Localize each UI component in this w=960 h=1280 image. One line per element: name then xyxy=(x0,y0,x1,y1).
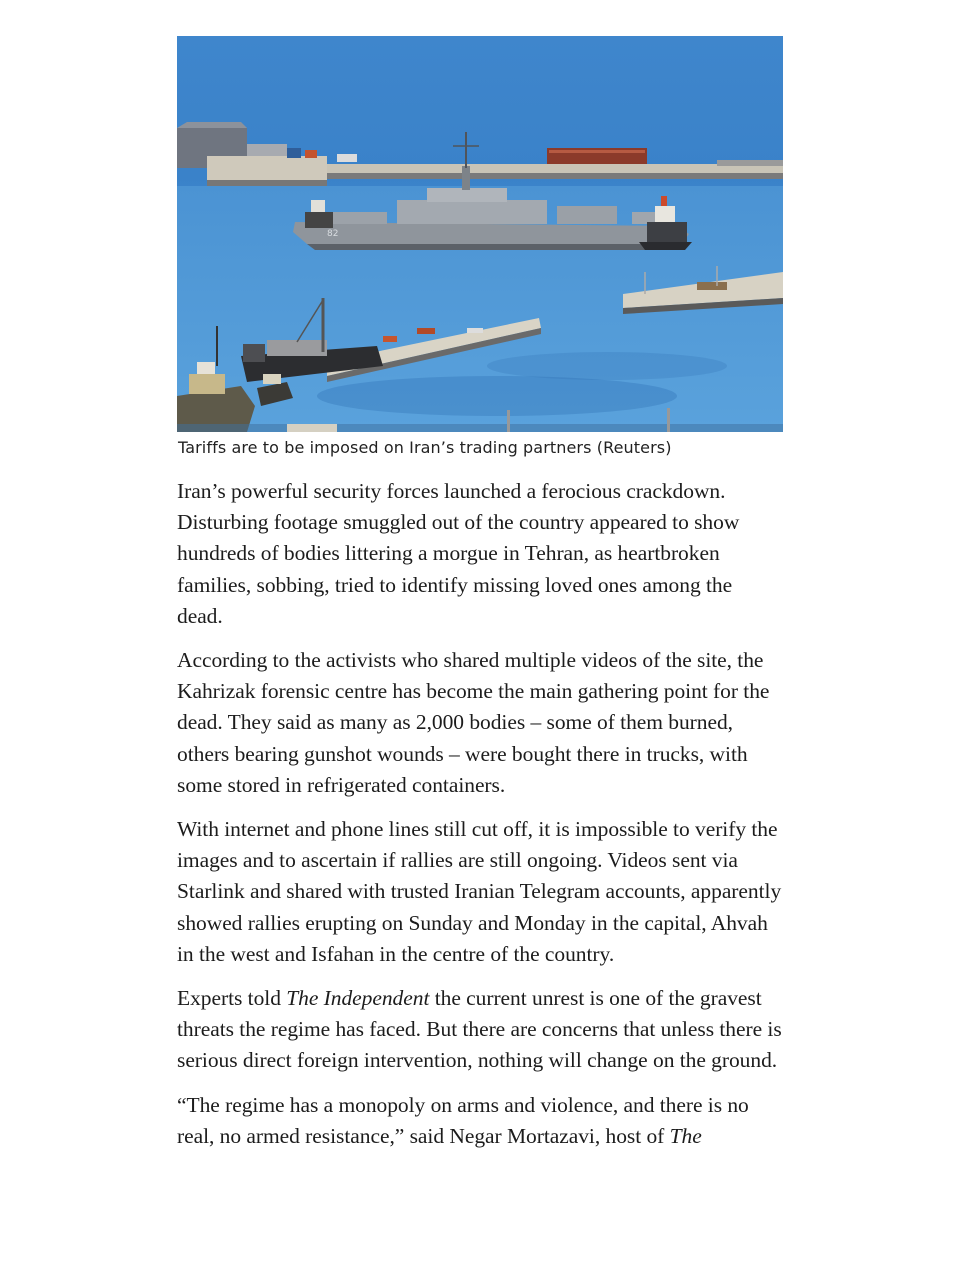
publication-name: The Independent xyxy=(286,986,430,1011)
image-caption: Tariffs are to be imposed on Iran’s trading partners (Reuters) xyxy=(178,438,672,457)
paragraph-4-suffix: the current unrest is one of the gravest threats the regime has faced. But there are concerns that unless there is serious direct foreign intervention, nothing will change on the ground. xyxy=(177,986,782,1073)
article-body xyxy=(177,476,783,1152)
article xyxy=(177,36,783,1165)
paragraph-3: With internet and phone lines still cut off, it is impossible to verify the images and to ascertain if rallies are still ongoing. Videos sent via Starlink and shared with trusted Iranian Telegram accounts, apparently showed rallies erupting on Sunday and Monday in the capital, Ahvah in the west and Isfahan in the centre of the country. xyxy=(177,817,782,966)
paragraph-5 xyxy=(177,1090,783,1152)
paragraph-5-italic: The xyxy=(669,1123,702,1148)
paragraph-4 xyxy=(177,983,783,1077)
article-photo xyxy=(177,36,783,432)
hull-marking: 82 xyxy=(327,229,339,239)
paragraph-2: According to the activists who shared multiple videos of the site, the Kahrizak forensic centre has become the main gathering point for the dead. They said as many as 2,000 bodies – some of them burned, others bearing gunshot wounds – were bought there in trucks, with some stored in refrigerated containers. xyxy=(177,648,770,797)
paragraph-4-prefix: Experts told xyxy=(177,986,287,1011)
paragraph-5-prefix: “The regime has a monopoly on arms and violence, and there is no real, no armed resistance,” said Negar Mortazavi, host of xyxy=(177,1092,749,1148)
harbor-photo xyxy=(177,36,783,432)
paragraph-1: Iran’s powerful security forces launched a ferocious crackdown. Disturbing footage smuggled out of the country appeared to show hundreds of bodies littering a morgue in Tehran, as heartbroken families, sobbing, tried to identify missing loved ones among the dead. xyxy=(177,479,740,628)
